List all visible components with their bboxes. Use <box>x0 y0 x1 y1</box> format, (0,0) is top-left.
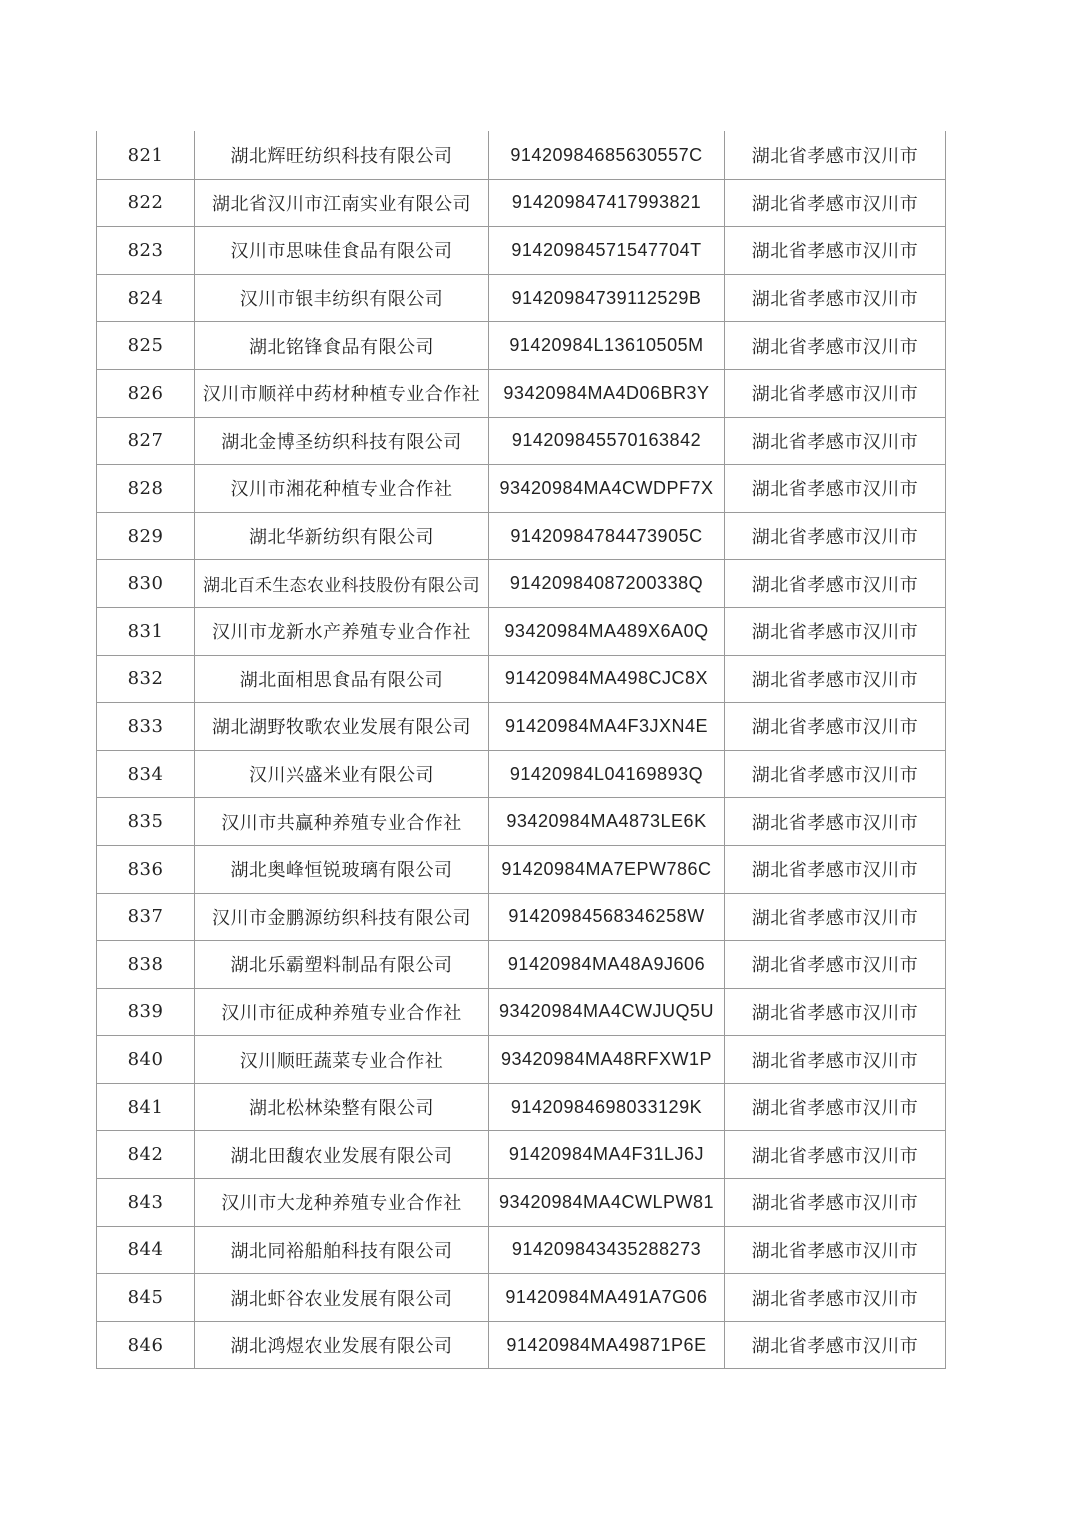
table-row <box>97 1179 946 1227</box>
credit-code: 93420984MA4873LE6K <box>489 798 725 846</box>
table-row <box>97 560 946 608</box>
row-number: 843 <box>97 1179 195 1227</box>
credit-code: 91420984571547704T <box>489 227 725 275</box>
company-name: 湖北田馥农业发展有限公司 <box>195 1131 489 1179</box>
row-number: 836 <box>97 845 195 893</box>
row-number: 838 <box>97 941 195 989</box>
company-location: 湖北省孝感市汉川市 <box>725 227 946 275</box>
company-name: 汉川市顺祥中药材种植专业合作社 <box>195 369 489 417</box>
credit-code: 91420984MA7EPW786C <box>489 845 725 893</box>
table-row <box>97 750 946 798</box>
table-row <box>97 988 946 1036</box>
company-location: 湖北省孝感市汉川市 <box>725 988 946 1036</box>
company-location: 湖北省孝感市汉川市 <box>725 274 946 322</box>
company-location: 湖北省孝感市汉川市 <box>725 417 946 465</box>
row-number: 845 <box>97 1274 195 1322</box>
company-location: 湖北省孝感市汉川市 <box>725 750 946 798</box>
credit-code: 91420984739112529B <box>489 274 725 322</box>
credit-code: 91420984MA4F3JXN4E <box>489 703 725 751</box>
credit-code: 91420984MA49871P6E <box>489 1321 725 1369</box>
row-number: 828 <box>97 465 195 513</box>
row-number: 833 <box>97 703 195 751</box>
table-row <box>97 132 946 180</box>
company-location: 湖北省孝感市汉川市 <box>725 703 946 751</box>
company-location: 湖北省孝感市汉川市 <box>725 1226 946 1274</box>
credit-code: 93420984MA4CWLPW81 <box>489 1179 725 1227</box>
company-location: 湖北省孝感市汉川市 <box>725 1131 946 1179</box>
company-location: 湖北省孝感市汉川市 <box>725 512 946 560</box>
table-row <box>97 845 946 893</box>
row-number: 830 <box>97 560 195 608</box>
company-name: 汉川市大龙种养殖专业合作社 <box>195 1179 489 1227</box>
company-table <box>96 131 946 1369</box>
company-name: 湖北鸿煜农业发展有限公司 <box>195 1321 489 1369</box>
company-name: 湖北华新纺织有限公司 <box>195 512 489 560</box>
company-location: 湖北省孝感市汉川市 <box>725 655 946 703</box>
table-row <box>97 1083 946 1131</box>
row-number: 840 <box>97 1036 195 1084</box>
row-number: 834 <box>97 750 195 798</box>
row-number: 827 <box>97 417 195 465</box>
row-number: 821 <box>97 132 195 180</box>
table-row <box>97 1321 946 1369</box>
company-name: 汉川顺旺蔬菜专业合作社 <box>195 1036 489 1084</box>
credit-code: 91420984784473905C <box>489 512 725 560</box>
credit-code: 91420984L13610505M <box>489 322 725 370</box>
company-name: 汉川市龙新水产养殖专业合作社 <box>195 607 489 655</box>
company-location: 湖北省孝感市汉川市 <box>725 1321 946 1369</box>
company-name: 湖北同裕船舶科技有限公司 <box>195 1226 489 1274</box>
table-row <box>97 703 946 751</box>
credit-code: 91420984MA48A9J606 <box>489 941 725 989</box>
row-number: 823 <box>97 227 195 275</box>
table-row <box>97 227 946 275</box>
row-number: 824 <box>97 274 195 322</box>
company-location: 湖北省孝感市汉川市 <box>725 607 946 655</box>
credit-code: 91420984MA4F31LJ6J <box>489 1131 725 1179</box>
credit-code: 91420984MA491A7G06 <box>489 1274 725 1322</box>
company-location: 湖北省孝感市汉川市 <box>725 369 946 417</box>
credit-code: 93420984MA4CWDPF7X <box>489 465 725 513</box>
table-row <box>97 798 946 846</box>
table-row <box>97 274 946 322</box>
company-name: 湖北辉旺纺织科技有限公司 <box>195 132 489 180</box>
company-name: 汉川市思味佳食品有限公司 <box>195 227 489 275</box>
company-location: 湖北省孝感市汉川市 <box>725 132 946 180</box>
table-row <box>97 655 946 703</box>
table-row <box>97 512 946 560</box>
company-name: 湖北湖野牧歌农业发展有限公司 <box>195 703 489 751</box>
company-location: 湖北省孝感市汉川市 <box>725 1179 946 1227</box>
company-name: 湖北铭锋食品有限公司 <box>195 322 489 370</box>
company-name: 汉川兴盛米业有限公司 <box>195 750 489 798</box>
table-row <box>97 893 946 941</box>
credit-code: 91420984698033129K <box>489 1083 725 1131</box>
row-number: 832 <box>97 655 195 703</box>
table-row <box>97 1226 946 1274</box>
company-location: 湖北省孝感市汉川市 <box>725 465 946 513</box>
credit-code: 91420984L04169893Q <box>489 750 725 798</box>
credit-code: 93420984MA48RFXW1P <box>489 1036 725 1084</box>
row-number: 826 <box>97 369 195 417</box>
company-location: 湖北省孝感市汉川市 <box>725 941 946 989</box>
row-number: 839 <box>97 988 195 1036</box>
company-name: 汉川市金鹏源纺织科技有限公司 <box>195 893 489 941</box>
company-location: 湖北省孝感市汉川市 <box>725 845 946 893</box>
company-name: 湖北虾谷农业发展有限公司 <box>195 1274 489 1322</box>
row-number: 829 <box>97 512 195 560</box>
company-name: 湖北面相思食品有限公司 <box>195 655 489 703</box>
table-row <box>97 1131 946 1179</box>
table-row <box>97 179 946 227</box>
row-number: 825 <box>97 322 195 370</box>
credit-code: 91420984685630557C <box>489 132 725 180</box>
company-name: 汉川市湘花种植专业合作社 <box>195 465 489 513</box>
company-name: 湖北省汉川市江南实业有限公司 <box>195 179 489 227</box>
company-name: 汉川市共赢种养殖专业合作社 <box>195 798 489 846</box>
row-number: 846 <box>97 1321 195 1369</box>
company-name: 汉川市征成种养殖专业合作社 <box>195 988 489 1036</box>
company-location: 湖北省孝感市汉川市 <box>725 179 946 227</box>
company-location: 湖北省孝感市汉川市 <box>725 322 946 370</box>
row-number: 831 <box>97 607 195 655</box>
credit-code: 93420984MA4D06BR3Y <box>489 369 725 417</box>
row-number: 844 <box>97 1226 195 1274</box>
company-name: 汉川市银丰纺织有限公司 <box>195 274 489 322</box>
company-location: 湖北省孝感市汉川市 <box>725 1274 946 1322</box>
credit-code: 93420984MA489X6A0Q <box>489 607 725 655</box>
credit-code: 914209845570163842 <box>489 417 725 465</box>
credit-code: 91420984MA498CJC8X <box>489 655 725 703</box>
table-row <box>97 322 946 370</box>
row-number: 822 <box>97 179 195 227</box>
row-number: 842 <box>97 1131 195 1179</box>
credit-code: 93420984MA4CWJUQ5U <box>489 988 725 1036</box>
credit-code: 91420984568346258W <box>489 893 725 941</box>
row-number: 841 <box>97 1083 195 1131</box>
credit-code: 914209847417993821 <box>489 179 725 227</box>
company-name: 湖北奥峰恒锐玻璃有限公司 <box>195 845 489 893</box>
company-table-body <box>97 132 946 1369</box>
company-location: 湖北省孝感市汉川市 <box>725 893 946 941</box>
table-row <box>97 1036 946 1084</box>
company-name: 湖北金博圣纺织科技有限公司 <box>195 417 489 465</box>
credit-code: 914209843435288273 <box>489 1226 725 1274</box>
credit-code: 91420984087200338Q <box>489 560 725 608</box>
table-row <box>97 607 946 655</box>
company-location: 湖北省孝感市汉川市 <box>725 798 946 846</box>
company-name: 湖北百禾生态农业科技股份有限公司 <box>195 560 489 608</box>
row-number: 837 <box>97 893 195 941</box>
company-name: 湖北乐霸塑料制品有限公司 <box>195 941 489 989</box>
company-location: 湖北省孝感市汉川市 <box>725 1036 946 1084</box>
table-row <box>97 941 946 989</box>
row-number: 835 <box>97 798 195 846</box>
company-location: 湖北省孝感市汉川市 <box>725 560 946 608</box>
table-row <box>97 465 946 513</box>
table-row <box>97 1274 946 1322</box>
table-row <box>97 369 946 417</box>
company-name: 湖北松林染整有限公司 <box>195 1083 489 1131</box>
table-row <box>97 417 946 465</box>
company-location: 湖北省孝感市汉川市 <box>725 1083 946 1131</box>
